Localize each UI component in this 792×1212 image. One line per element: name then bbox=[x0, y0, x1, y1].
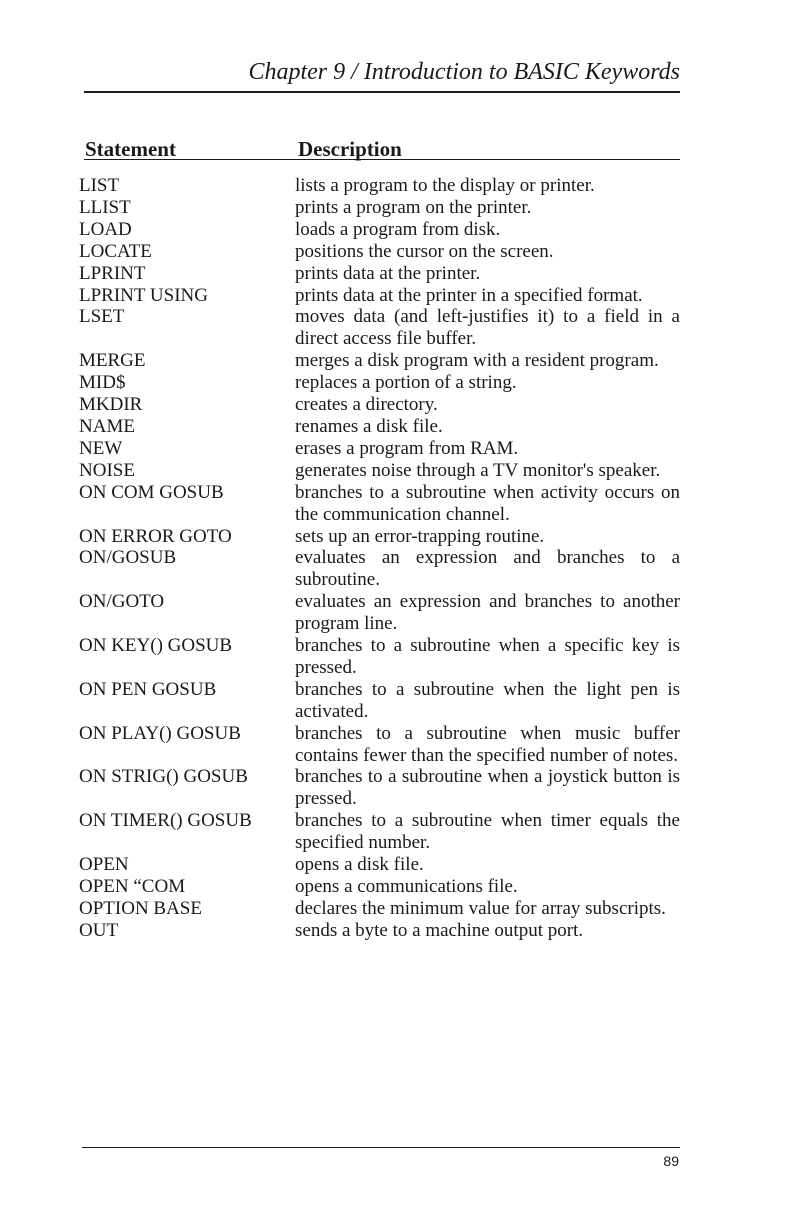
table-row bbox=[79, 635, 680, 679]
table-row bbox=[79, 219, 680, 241]
statement-keyword: LPRINT bbox=[79, 262, 146, 284]
statement-keyword: LLIST bbox=[79, 196, 131, 218]
footer-rule bbox=[82, 1147, 680, 1148]
table-row bbox=[79, 766, 680, 810]
statement-description: prints data at the printer. bbox=[295, 262, 481, 284]
header-rule bbox=[84, 91, 680, 93]
statement-description: merges a disk program with a resident program. bbox=[295, 350, 659, 372]
table-row bbox=[79, 876, 680, 898]
statement-description: erases a program from RAM. bbox=[295, 437, 519, 459]
table-row bbox=[79, 810, 680, 854]
statement-keyword: ON ERROR GOTO bbox=[79, 525, 232, 547]
table-row bbox=[79, 482, 680, 526]
statement-description: positions the cursor on the screen. bbox=[295, 240, 554, 262]
table-row bbox=[79, 285, 680, 307]
statement-keyword: ON/GOSUB bbox=[79, 547, 177, 569]
statement-keyword: OUT bbox=[79, 919, 119, 941]
statement-description: opens a communications file. bbox=[295, 876, 518, 897]
statement-description: creates a directory. bbox=[295, 394, 438, 416]
keyword-table bbox=[79, 175, 680, 942]
table-row bbox=[79, 306, 680, 350]
statement-description: replaces a portion of a string. bbox=[295, 372, 517, 394]
statement-description: prints data at the printer in a specified format. bbox=[295, 284, 643, 306]
statement-description: sets up an error-trapping routine. bbox=[295, 525, 545, 547]
statement-keyword: ON PLAY() GOSUB bbox=[79, 722, 241, 744]
statement-keyword: NEW bbox=[79, 437, 123, 459]
statement-description: lists a program to the display or printer. bbox=[295, 175, 595, 196]
table-row bbox=[79, 460, 680, 482]
table-row bbox=[79, 438, 680, 460]
statement-keyword: LSET bbox=[79, 306, 125, 328]
statement-description: branches to a subroutine when music buffer contains fewer than the specified number of notes. bbox=[295, 722, 680, 766]
table-row bbox=[79, 547, 680, 591]
table-row bbox=[79, 372, 680, 394]
statement-description: opens a disk file. bbox=[295, 854, 424, 876]
statement-keyword: LIST bbox=[79, 175, 120, 196]
statement-keyword: ON STRIG() GOSUB bbox=[79, 766, 248, 788]
statement-keyword: MKDIR bbox=[79, 394, 143, 416]
statement-description: generates noise through a TV monitor's speaker. bbox=[295, 459, 661, 481]
statement-keyword: ON/GOTO bbox=[79, 591, 165, 613]
statement-description: renames a disk file. bbox=[295, 415, 443, 437]
statement-keyword: MERGE bbox=[79, 350, 146, 372]
statement-description: moves data (and left-justifies it) to a field in a direct access file buffer. bbox=[295, 306, 680, 350]
statement-keyword: NAME bbox=[79, 415, 135, 437]
statement-keyword: LOAD bbox=[79, 218, 132, 240]
statement-keyword: ON PEN GOSUB bbox=[79, 678, 217, 700]
statement-description: declares the minimum value for array subscripts. bbox=[295, 897, 666, 919]
table-row bbox=[79, 591, 680, 635]
table-row bbox=[79, 416, 680, 438]
statement-keyword: LPRINT USING bbox=[79, 284, 208, 306]
statement-keyword: ON KEY() GOSUB bbox=[79, 635, 233, 657]
table-row bbox=[79, 526, 680, 548]
statement-keyword: MID$ bbox=[79, 372, 126, 394]
table-row bbox=[79, 679, 680, 723]
table-row bbox=[79, 263, 680, 285]
statement-keyword: NOISE bbox=[79, 459, 135, 481]
table-row bbox=[79, 350, 680, 372]
statement-description: branches to a subroutine when a specific key is pressed. bbox=[295, 635, 680, 678]
statement-description: branches to a subroutine when activity occurs on the communication channel. bbox=[295, 481, 680, 525]
statement-description: branches to a subroutine when a joystick button is pressed. bbox=[295, 766, 680, 810]
table-row bbox=[79, 175, 680, 197]
statement-keyword: OPEN bbox=[79, 854, 129, 876]
statement-keyword: LOCATE bbox=[79, 240, 152, 262]
column-header-rule bbox=[84, 159, 680, 160]
statement-keyword: ON COM GOSUB bbox=[79, 481, 224, 503]
statement-description: evaluates an expression and branches to a subroutine. bbox=[295, 547, 680, 591]
table-row bbox=[79, 920, 680, 942]
statement-description: evaluates an expression and branches to another program line. bbox=[295, 591, 680, 635]
table-row bbox=[79, 241, 680, 263]
statement-keyword: OPTION BASE bbox=[79, 897, 202, 919]
table-row bbox=[79, 854, 680, 876]
table-row bbox=[79, 723, 680, 767]
statement-column-header: Statement bbox=[85, 137, 176, 161]
table-row bbox=[79, 898, 680, 920]
description-column-header: Description bbox=[298, 137, 402, 161]
statement-description: loads a program from disk. bbox=[295, 218, 501, 240]
statement-description: prints a program on the printer. bbox=[295, 196, 532, 218]
table-row bbox=[79, 197, 680, 219]
statement-keyword: OPEN “COM bbox=[79, 876, 186, 897]
page-number: 89 bbox=[663, 1153, 679, 1169]
statement-description: sends a byte to a machine output port. bbox=[295, 919, 584, 941]
statement-keyword: ON TIMER() GOSUB bbox=[79, 810, 252, 832]
statement-description: branches to a subroutine when the light pen is activated. bbox=[295, 678, 680, 722]
statement-description: branches to a subroutine when timer equals the specified number. bbox=[295, 810, 680, 854]
table-row bbox=[79, 394, 680, 416]
chapter-title: Chapter 9 / Introduction to BASIC Keywords bbox=[248, 59, 680, 85]
